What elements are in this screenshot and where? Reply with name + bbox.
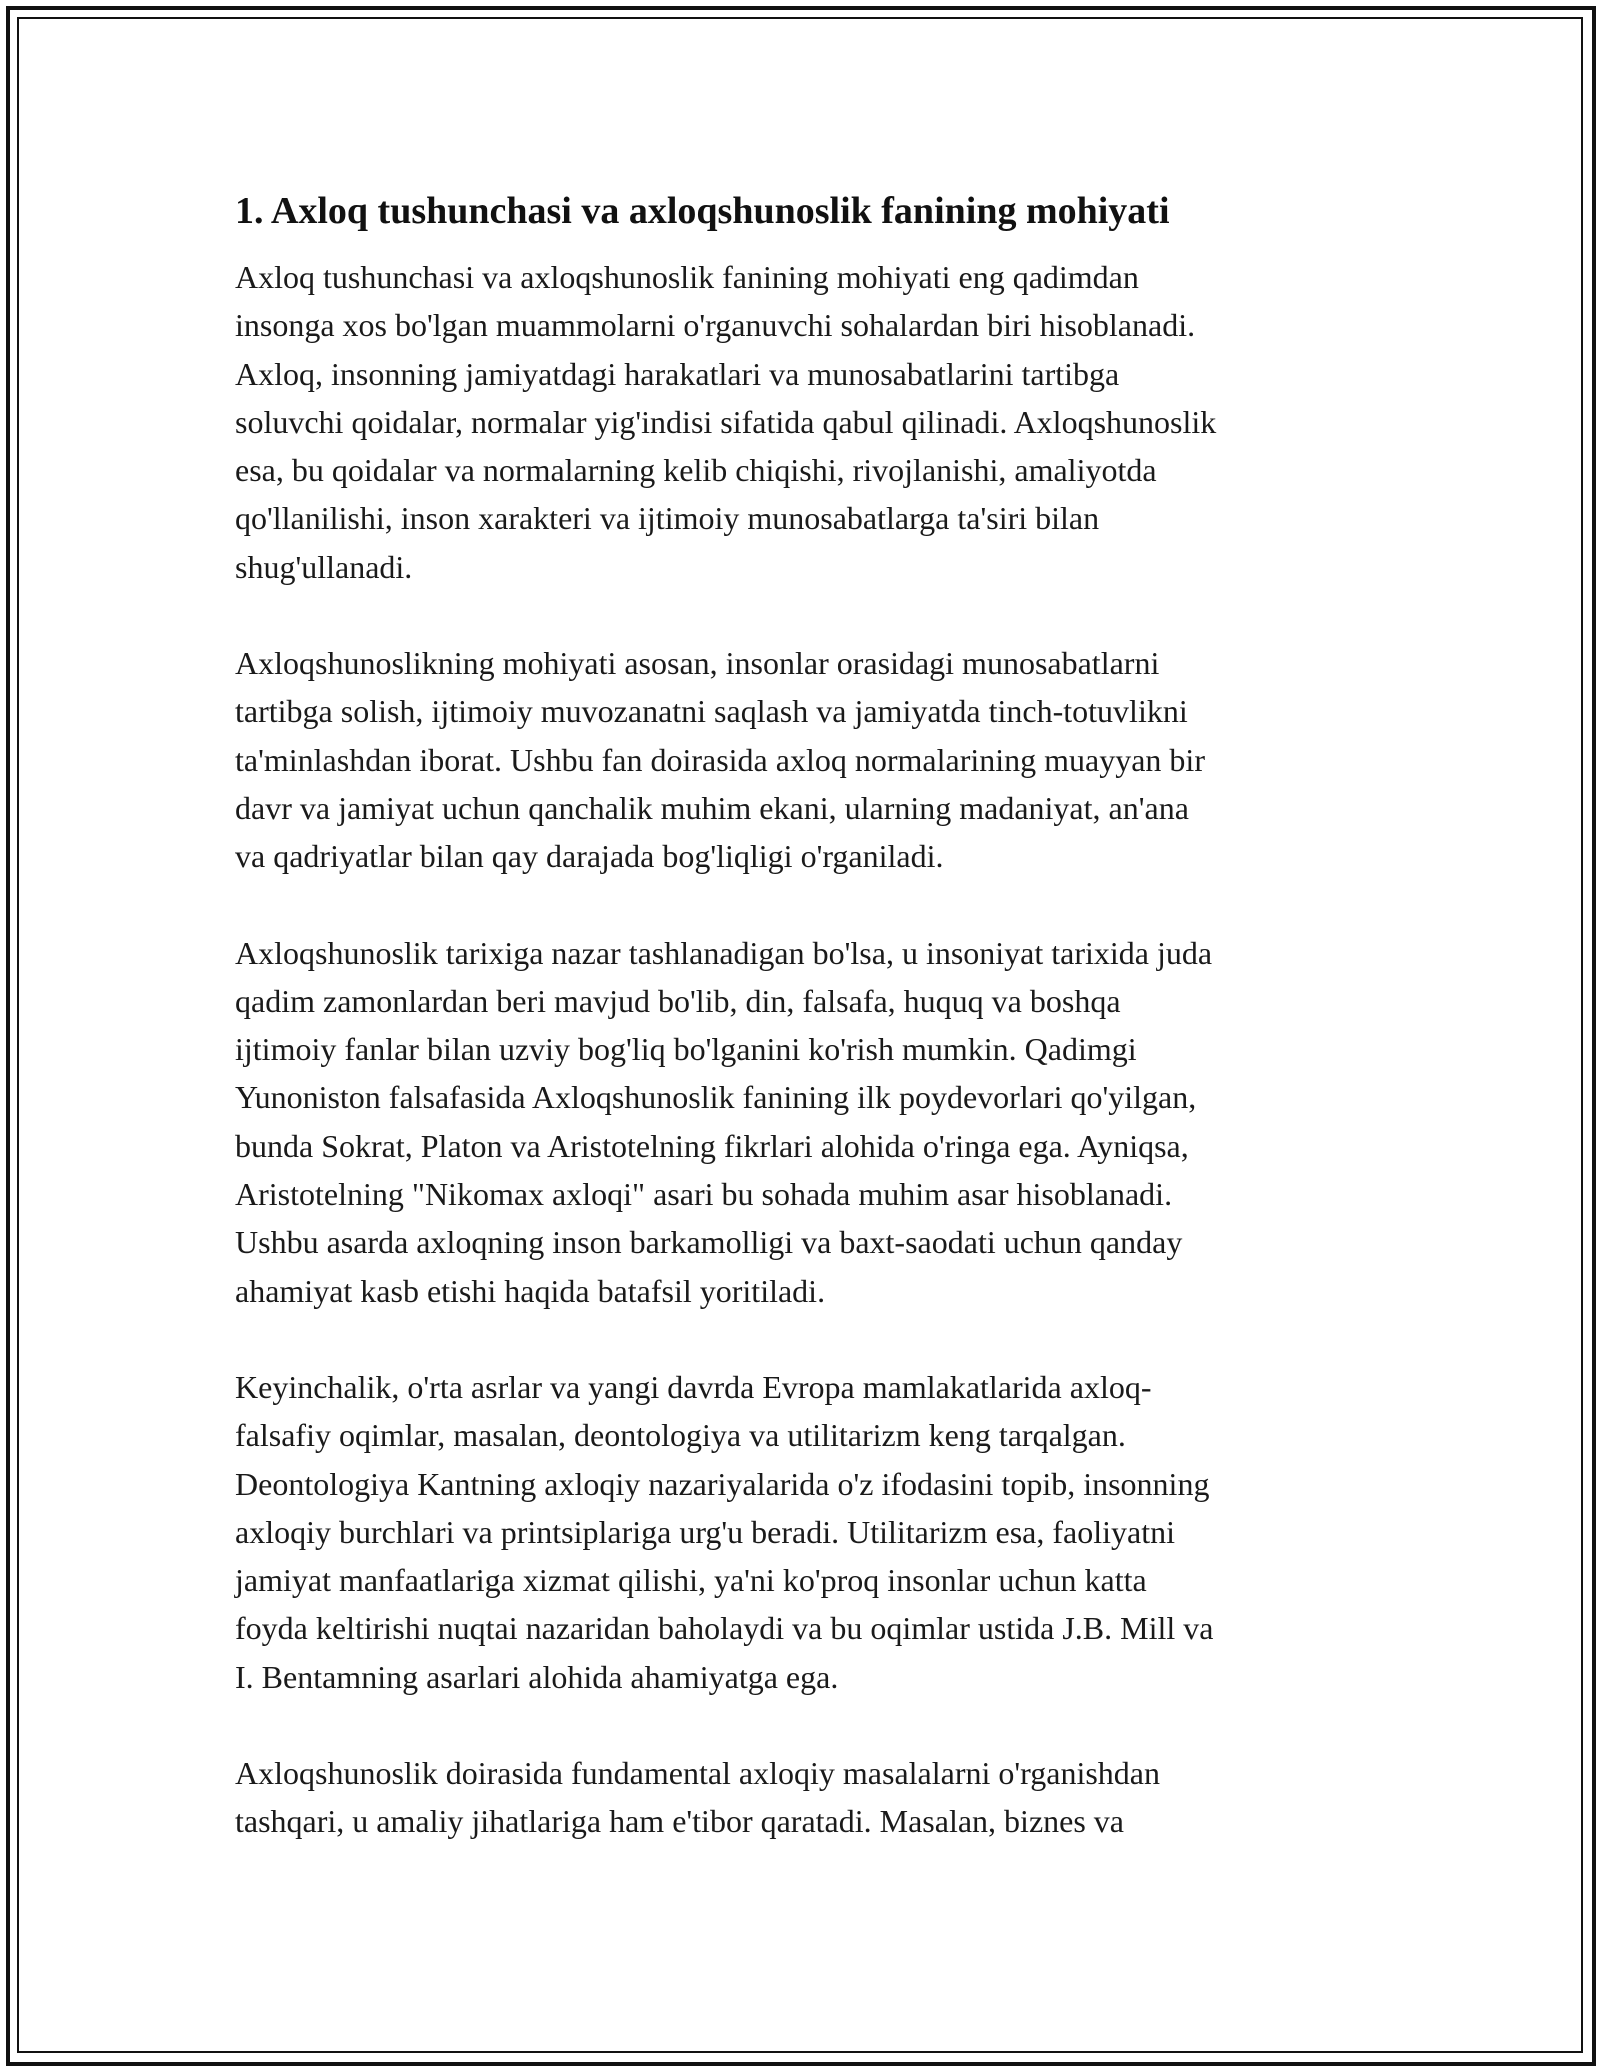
paragraph-1 (235, 253, 1370, 591)
text-line: insonga xos bo'lgan muammolarni o'rganuvchi sohalardan biri hisoblanadi. (235, 307, 1196, 344)
document-body (235, 186, 1370, 1894)
text-line: va qadriyatlar bilan qay darajada bog'liqligi o'rganiladi. (235, 838, 944, 875)
text-line: Axloqshunoslik tarixiga nazar tashlanadigan bo'lsa, u insoniyat tarixida juda (235, 934, 1213, 971)
text-line: soluvchi qoidalar, normalar yig'indisi sifatida qabul qilinadi. Axloqshunoslik (235, 403, 1217, 440)
text-line: foyda keltirishi nuqtai nazaridan baholaydi va bu oqimlar ustida J.B. Mill va (235, 1610, 1214, 1647)
section-heading: 1. Axloq tushunchasi va axloqshunoslik fanining mohiyati (235, 190, 1170, 232)
text-line: davr va jamiyat uchun qanchalik muhim ekani, ularning madaniyat, an'ana (235, 789, 1189, 826)
text-line: ta'minlashdan iborat. Ushbu fan doirasida axloq normalarining muayyan bir (235, 741, 1205, 778)
paragraph-5 (235, 1749, 1370, 1846)
text-line: Deontologiya Kantning axloqiy nazariyalarida o'z ifodasini topib, insonning (235, 1465, 1210, 1502)
text-line: shug'ullanadi. (235, 548, 413, 585)
text-line: tartibga solish, ijtimoiy muvozanatni saqlash va jamiyatda tinch-totuvlikni (235, 693, 1188, 730)
paragraph-4 (235, 1363, 1370, 1701)
text-line: I. Bentamning asarlari alohida ahamiyatga ega. (235, 1658, 839, 1695)
text-line: Keyinchalik, o'rta asrlar va yangi davrda Evropa mamlakatlarida axloq- (235, 1368, 1152, 1405)
text-line: Axloq, insonning jamiyatdagi harakatlari va munosabatlarini tartibga (235, 355, 1120, 392)
text-line: Ushbu asarda axloqning inson barkamolligi va baxt-saodati uchun qanday (235, 1224, 1183, 1261)
text-line: esa, bu qoidalar va normalarning kelib chiqishi, rivojlanishi, amaliyotda (235, 452, 1157, 489)
text-line: Axloq tushunchasi va axloqshunoslik fanining mohiyati eng qadimdan (235, 259, 1139, 295)
text-line: jamiyat manfaatlariga xizmat qilishi, ya'ni ko'proq insonlar uchun katta (235, 1562, 1147, 1599)
text-line: falsafiy oqimlar, masalan, deontologiya va utilitarizm keng tarqalgan. (235, 1417, 1126, 1454)
text-line: qo'llanilishi, inson xarakteri va ijtimoiy munosabatlarga ta'siri bilan (235, 500, 1100, 537)
text-line: bunda Sokrat, Platon va Aristotelning fikrlari alohida o'ringa ega. Ayniqsa, (235, 1127, 1189, 1164)
paragraph-3 (235, 929, 1370, 1315)
text-line: Axloqshunoslik doirasida fundamental axloqiy masalalarni o'rganishdan (235, 1755, 1160, 1792)
text-line: qadim zamonlardan beri mavjud bo'lib, din, falsafa, huquq va boshqa (235, 982, 1121, 1019)
paragraphs-container (235, 253, 1370, 1846)
text-line: axloqiy burchlari va printsiplariga urg'u beradi. Utilitarizm esa, faoliyatni (235, 1513, 1175, 1550)
paragraph-2 (235, 639, 1370, 880)
text-line: ahamiyat kasb etishi haqida batafsil yoritiladi. (235, 1272, 826, 1309)
text-line: tashqari, u amaliy jihatlariga ham e'tibor qaratadi. Masalan, biznes va (235, 1803, 1124, 1840)
text-line: ijtimoiy fanlar bilan uzviy bog'liq bo'lganini ko'rish mumkin. Qadimgi (235, 1031, 1137, 1068)
text-line: Aristotelning "Nikomax axloqi" asari bu sohada muhim asar hisoblanadi. (235, 1176, 1173, 1213)
text-line: Yunoniston falsafasida Axloqshunoslik fanining ilk poydevorlari qo'yilgan, (235, 1079, 1197, 1116)
text-line: Axloqshunoslikning mohiyati asosan, insonlar orasidagi munosabatlarni (235, 645, 1160, 682)
